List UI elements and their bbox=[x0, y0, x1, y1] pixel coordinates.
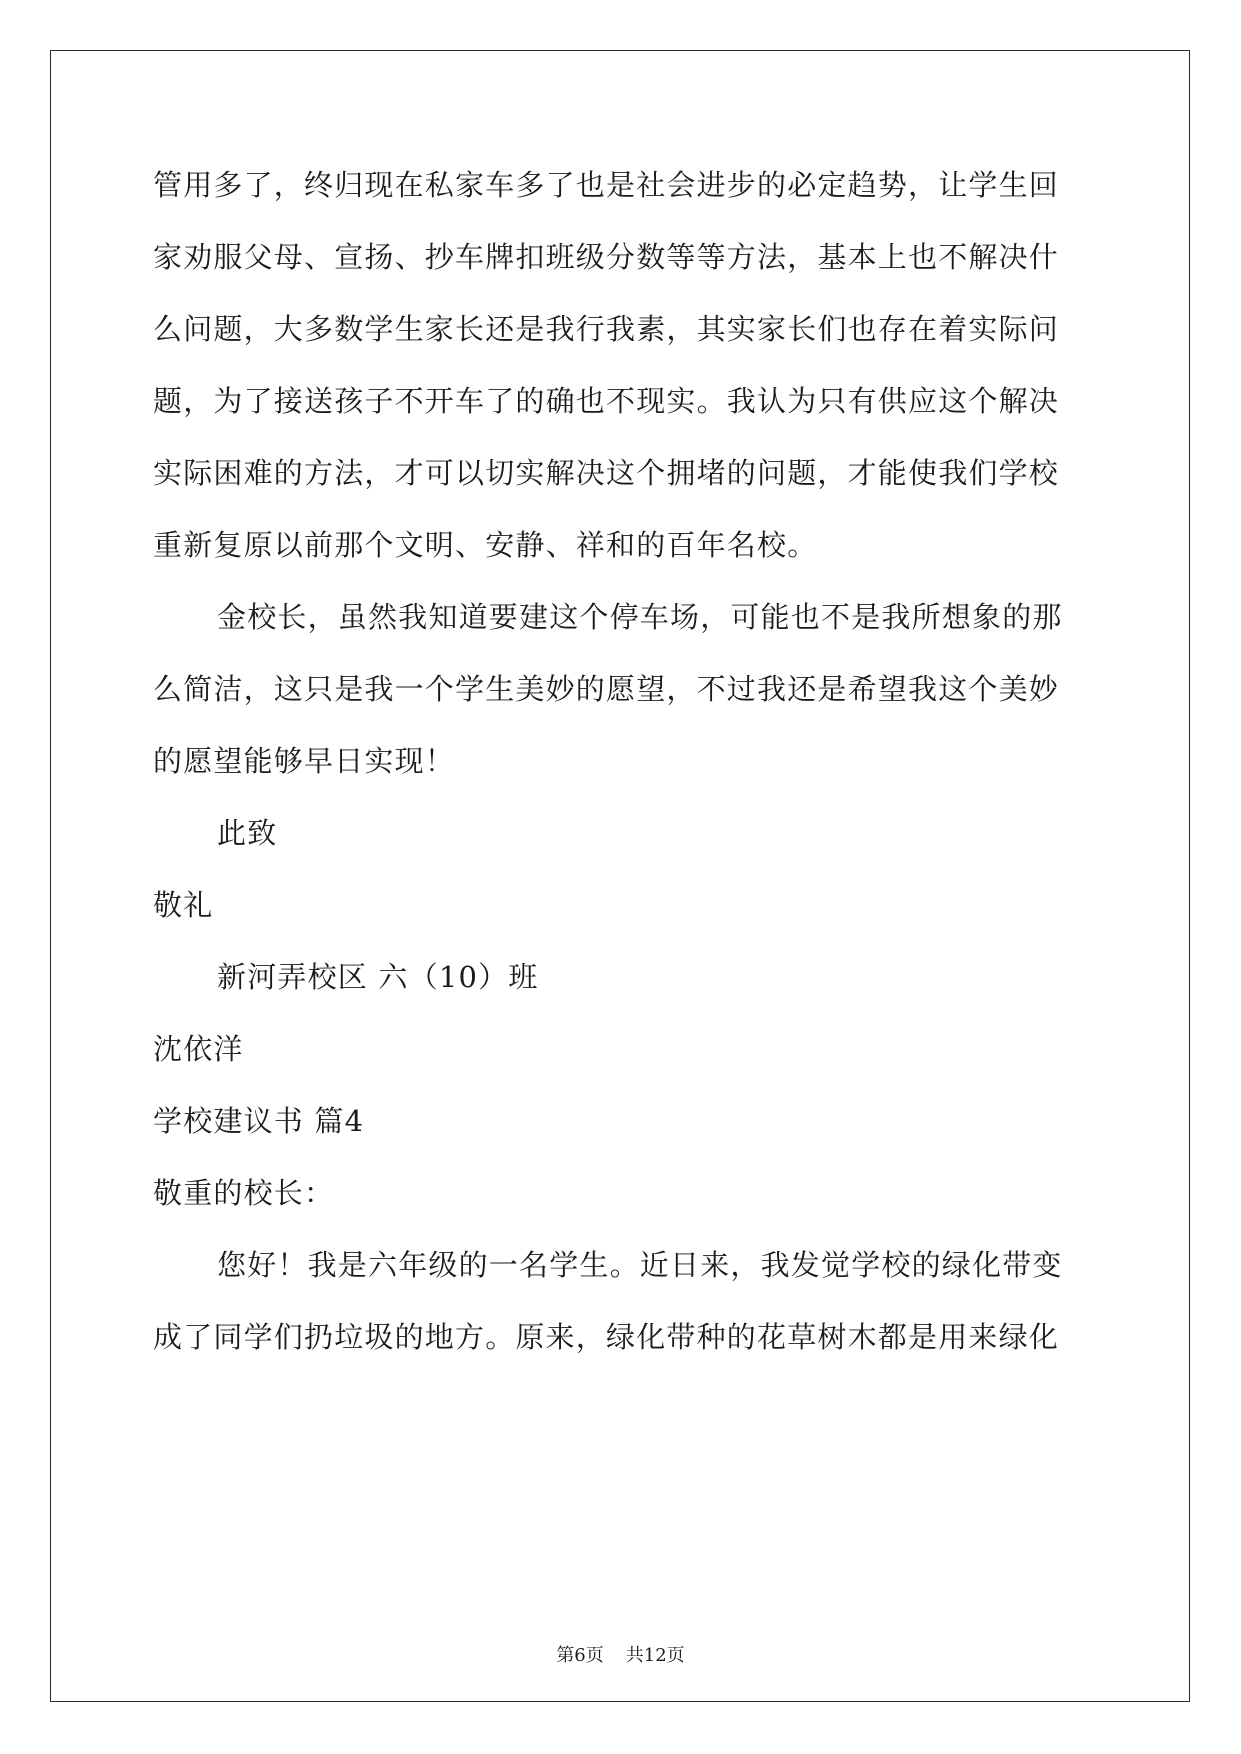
closing-regards: 敬礼 bbox=[153, 888, 214, 922]
document-body bbox=[153, 165, 1089, 1389]
page-number: 第6页 bbox=[556, 1645, 604, 1666]
closing-salutation: 此致 bbox=[217, 816, 278, 850]
paragraph-line: 么简洁，这只是我一个学生美妙的愿望，不过我还是希望我这个美妙 bbox=[153, 672, 1060, 706]
signature-name: 沈依洋 bbox=[153, 1032, 244, 1066]
page-total: 共12页 bbox=[625, 1645, 685, 1666]
paragraph-line: 重新复原以前那个文明、安静、祥和的百年名校。 bbox=[153, 528, 818, 562]
paragraph-line: 么问题，大多数学生家长还是我行我素，其实家长们也存在着实际问 bbox=[153, 312, 1060, 346]
section-heading: 学校建议书 篇4 bbox=[153, 1104, 365, 1138]
signature-class: 新河弄校区 六（10）班 bbox=[217, 960, 539, 994]
paragraph-line: 的愿望能够早日实现！ bbox=[153, 744, 456, 778]
paragraph-line: 家劝服父母、宣扬、抄车牌扣班级分数等等方法，基本上也不解决什 bbox=[153, 240, 1060, 274]
paragraph-line: 管用多了，终归现在私家车多了也是社会进步的必定趋势，让学生回 bbox=[153, 168, 1060, 202]
paragraph-line: 题，为了接送孩子不开车了的确也不现实。我认为只有供应这个解决 bbox=[153, 384, 1060, 418]
paragraph-line: 成了同学们扔垃圾的地方。原来，绿化带种的花草树木都是用来绿化 bbox=[153, 1320, 1060, 1354]
paragraph-line: 您好！我是六年级的一名学生。近日来，我发觉学校的绿化带变 bbox=[217, 1248, 1063, 1282]
paragraph-line: 金校长，虽然我知道要建这个停车场，可能也不是我所想象的那 bbox=[217, 600, 1063, 634]
page-footer bbox=[0, 1641, 1241, 1667]
paragraph-line: 实际困难的方法，才可以切实解决这个拥堵的问题，才能使我们学校 bbox=[153, 456, 1060, 490]
letter-greeting: 敬重的校长： bbox=[153, 1176, 335, 1210]
